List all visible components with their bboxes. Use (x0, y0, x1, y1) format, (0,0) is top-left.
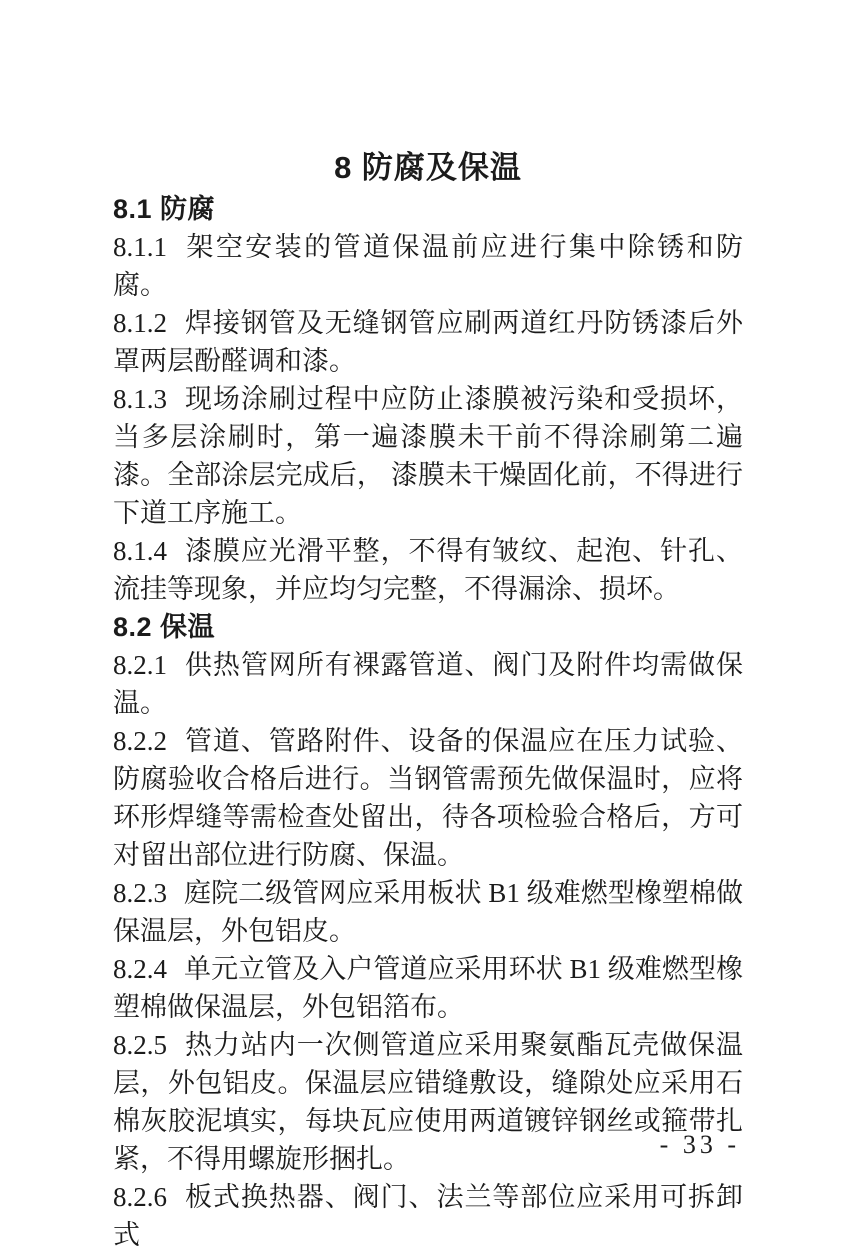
clause-text: 漆膜应光滑平整，不得有皱纹、起泡、针孔、流挂等现象，并应均匀完整，不得漏涂、损坏。 (113, 536, 743, 604)
clause-number: 8.2.5 (113, 1030, 167, 1060)
clause-8-2-2 (113, 722, 743, 874)
clause-8-1-4 (113, 532, 743, 608)
clause-number: 8.1.3 (113, 384, 167, 414)
section-heading-8-2: 8.2 保温 (113, 612, 216, 642)
clause-number: 8.2.6 (113, 1182, 167, 1212)
document-body (113, 148, 743, 1254)
clause-8-2-6 (113, 1178, 743, 1254)
clause-text: 现场涂刷过程中应防止漆膜被污染和受损坏，当多层涂刷时，第一遍漆膜未干前不得涂刷第二遍漆。全部涂层完成后， 漆膜未干燥固化前，不得进行下道工序施工。 (113, 384, 743, 528)
clause-8-1-2 (113, 304, 743, 380)
page-number: - 33 - (659, 1130, 740, 1159)
chapter-title: 8 防腐及保温 (334, 150, 522, 185)
clause-8-2-5 (113, 1026, 743, 1178)
clause-8-2-4 (113, 950, 743, 1026)
clause-number: 8.1.1 (113, 232, 167, 262)
clause-text: 热力站内一次侧管道应采用聚氨酯瓦壳做保温层，外包铝皮。保温层应错缝敷设，缝隙处应采用石棉灰胶泥填实，每块瓦应使用两道镀锌钢丝或箍带扎紧，不得用螺旋形捆扎。 (113, 1030, 743, 1174)
clause-text: 架空安装的管道保温前应进行集中除锈和防腐。 (113, 232, 743, 300)
section-anticorrosion (113, 190, 743, 608)
clause-number: 8.1.4 (113, 536, 167, 566)
section-insulation (113, 608, 743, 1254)
clause-number: 8.2.2 (113, 726, 167, 756)
clause-8-1-1 (113, 228, 743, 304)
clause-number: 8.2.4 (113, 954, 167, 984)
clause-text: 庭院二级管网应采用板状 B1 级难燃型橡塑棉做保温层，外包铝皮。 (113, 878, 743, 946)
clause-number: 8.1.2 (113, 308, 167, 338)
clause-text: 管道、管路附件、设备的保温应在压力试验、防腐验收合格后进行。当钢管需预先做保温时，应将环形焊缝等需检查处留出，待各项检验合格后，方可对留出部位进行防腐、保温。 (113, 726, 743, 870)
clause-text: 板式换热器、阀门、法兰等部位应采用可拆卸式 (113, 1182, 743, 1250)
clause-number: 8.2.3 (113, 878, 167, 908)
clause-number: 8.2.1 (113, 650, 167, 680)
clause-text: 单元立管及入户管道应采用环状 B1 级难燃型橡塑棉做保温层，外包铝箔布。 (113, 954, 743, 1022)
clause-8-2-1 (113, 646, 743, 722)
section-heading-8-1: 8.1 防腐 (113, 194, 216, 224)
clause-text: 焊接钢管及无缝钢管应刷两道红丹防锈漆后外罩两层酚醛调和漆。 (113, 308, 743, 376)
clause-8-1-3 (113, 380, 743, 532)
clause-8-2-3 (113, 874, 743, 950)
clause-text: 供热管网所有裸露管道、阀门及附件均需做保温。 (113, 650, 743, 718)
